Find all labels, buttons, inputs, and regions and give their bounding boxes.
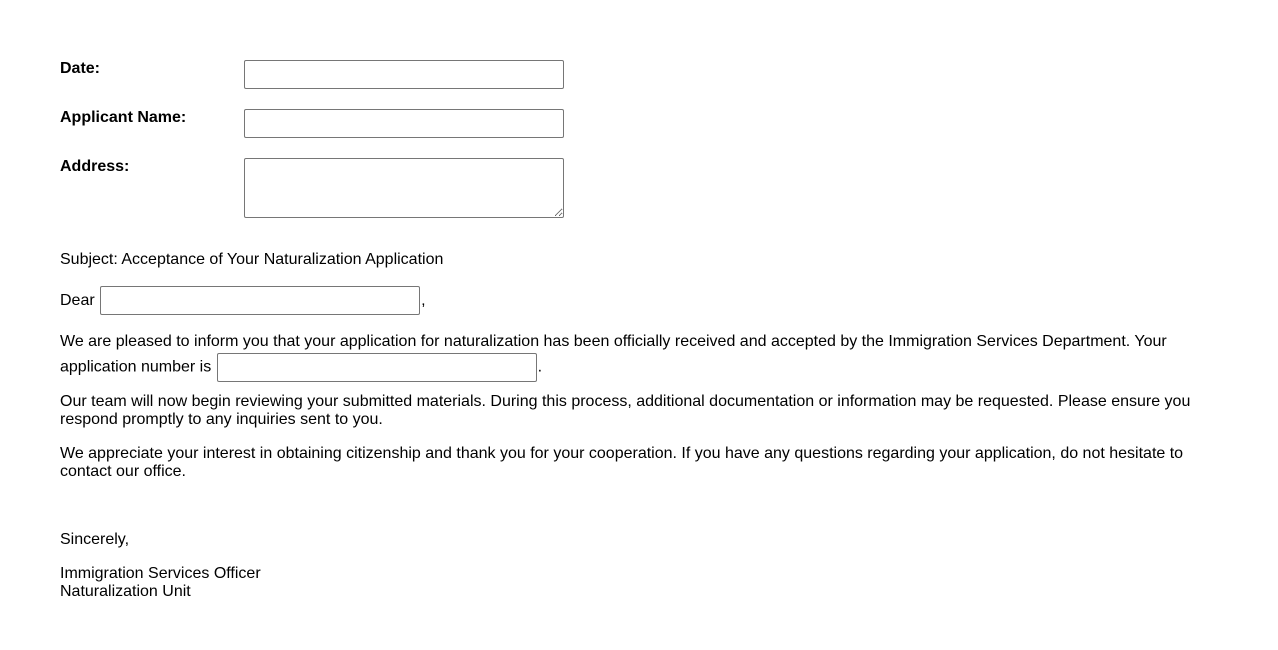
date-label: Date: (60, 60, 101, 77)
acceptance-text: We are pleased to inform you that your application for naturalization has been officially received and accepted by the Immigration Services Department. Your application number is (60, 333, 1167, 376)
salutation-text: Dear (60, 292, 95, 309)
letter-subject: Subject: Acceptance of Your Naturalization Application (60, 251, 444, 268)
salutation-line (60, 286, 426, 315)
signature-title: Immigration Services Officer (60, 565, 261, 582)
salutation-name-field[interactable] (100, 286, 420, 315)
review-paragraph: Our team will now begin reviewing your submitted materials. During this process, additional documentation or information may be requested. Please ensure you respond promptly to any inquiries sent to you. (60, 393, 1191, 428)
applicant-name-field[interactable] (244, 109, 564, 138)
salutation-punct: , (421, 292, 426, 309)
date-field[interactable] (244, 60, 564, 89)
signature-unit: Naturalization Unit (60, 583, 191, 600)
acceptance-paragraph (60, 330, 1200, 382)
address-label: Address: (60, 158, 130, 175)
appreciation-paragraph: We appreciate your interest in obtaining citizenship and thank you for your cooperation. If you have any questions regarding your application, do not hesitate to contact our office. (60, 445, 1184, 480)
address-field[interactable] (244, 158, 564, 218)
application-number-field[interactable] (217, 353, 537, 382)
applicant-name-label: Applicant Name: (60, 109, 187, 126)
closing-text: Sincerely, (60, 531, 130, 548)
acceptance-end: . (537, 358, 543, 376)
